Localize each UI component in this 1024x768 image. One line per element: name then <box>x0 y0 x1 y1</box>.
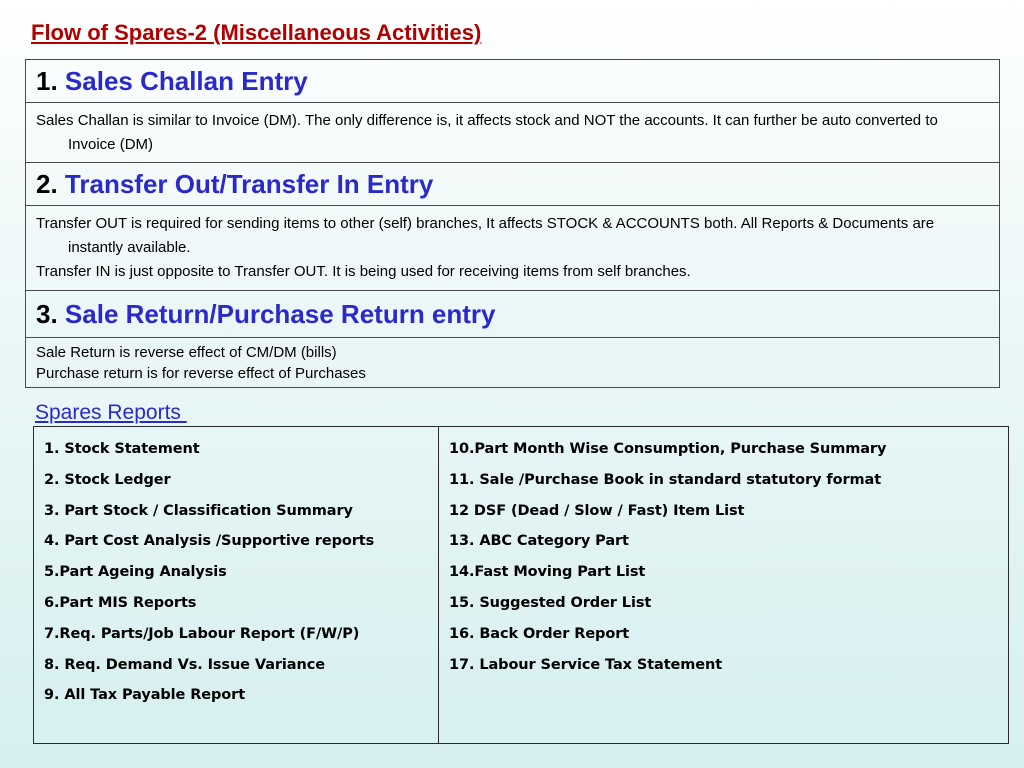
description-paragraph: Sale Return is reverse effect of CM/DM (bills) <box>36 343 337 361</box>
section-heading-transfer <box>26 163 1000 206</box>
report-item: 15. Suggested Order List <box>449 594 652 611</box>
section-description-transfer <box>26 206 1000 291</box>
report-item: 3. Part Stock / Classification Summary <box>44 502 353 519</box>
reports-table <box>33 426 1009 744</box>
description-paragraph: Purchase return is for reverse effect of Purchases <box>36 364 366 382</box>
flow-table <box>25 59 1000 388</box>
report-item: 6.Part MIS Reports <box>44 594 197 611</box>
report-item: 12 DSF (Dead / Slow / Fast) Item List <box>449 502 745 519</box>
report-item: 17. Labour Service Tax Statement <box>449 656 723 673</box>
section-heading-row <box>26 291 1000 338</box>
section-heading-returns <box>26 291 1000 338</box>
section-description-row <box>26 206 1000 291</box>
description-paragraph: Transfer IN is just opposite to Transfer OUT. It is being used for receiving items from self branches. <box>36 263 691 280</box>
report-item: 4. Part Cost Analysis /Supportive reports <box>44 533 375 550</box>
reports-right-column <box>439 427 1009 744</box>
report-item: 1. Stock Statement <box>44 441 200 457</box>
description-paragraph: Sales Challan is similar to Invoice (DM). The only difference is, it affects stock and NOT the accounts. It can further be auto converted to Invoice (DM) <box>36 111 938 153</box>
section-heading-text: Sale Return/Purchase Return entry <box>64 298 496 329</box>
report-item: 5.Part Ageing Analysis <box>44 564 227 581</box>
section-description-sales-challan <box>26 103 1000 163</box>
section-description-returns <box>26 338 1000 388</box>
section-heading-text: Transfer Out/Transfer In Entry <box>64 168 434 199</box>
report-item: 8. Req. Demand Vs. Issue Variance <box>44 656 325 673</box>
report-item: 16. Back Order Report <box>449 625 630 642</box>
report-item: 14.Fast Moving Part List <box>449 564 646 581</box>
report-item: 7.Req. Parts/Job Labour Report (F/W/P) <box>44 625 360 642</box>
report-item: 11. Sale /Purchase Book in standard statutory format <box>449 471 882 488</box>
section-heading-row <box>26 60 1000 103</box>
reports-left-column <box>34 427 439 744</box>
section-heading-row <box>26 163 1000 206</box>
reports-title: Spares Reports <box>35 401 187 424</box>
section-heading-text: Sales Challan Entry <box>64 65 308 96</box>
reports-row <box>34 427 1009 744</box>
report-item: 13. ABC Category Part <box>449 533 629 550</box>
slide-title: Flow of Spares-2 (Miscellaneous Activities) <box>31 20 482 45</box>
report-item: 9. All Tax Payable Report <box>44 687 246 704</box>
report-item: 2. Stock Ledger <box>44 471 171 488</box>
section-description-row <box>26 338 1000 388</box>
section-description-row <box>26 103 1000 163</box>
section-number: 1. <box>36 65 58 96</box>
section-number: 3. <box>36 298 58 329</box>
section-number: 2. <box>36 168 58 199</box>
report-item: 10.Part Month Wise Consumption, Purchase Summary <box>449 441 887 457</box>
description-paragraph: Transfer OUT is required for sending items to other (self) branches, It affects STOCK & ACCOUNTS both. All Reports & Documents are instantly available. <box>36 215 935 256</box>
section-heading-sales-challan <box>26 60 1000 103</box>
